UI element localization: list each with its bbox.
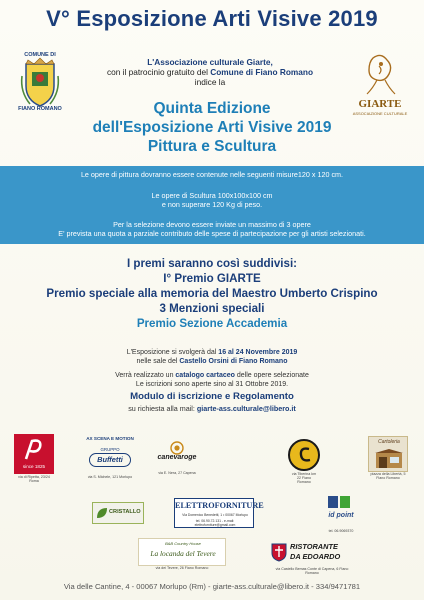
prize-special: Premio speciale alla memoria del Maestro Umberto Crispino	[46, 287, 378, 300]
sponsor-3-logo	[148, 440, 206, 475]
sponsor-6-leaf-icon	[95, 506, 109, 520]
sponsor-8-mark-icon	[326, 494, 352, 510]
intro-line-3: indice la	[194, 77, 226, 87]
sponsor-4-logo	[288, 439, 320, 484]
sponsor-2-group: GRUPPO	[100, 447, 120, 452]
sponsor-8-name: id point	[328, 512, 354, 519]
rules-line-1: Le opere di pittura dovranno essere contenute nelle seguenti misure120 x 120 cm.	[80, 170, 344, 179]
giarte-subtitle: ASSOCIAZIONE CULTURALE	[352, 111, 408, 116]
sponsor-10-crest-icon	[270, 542, 288, 562]
registration-title: Modulo di iscrizione e Regolamento	[130, 391, 294, 402]
intro-line-2-bold: Comune di Fiano Romano	[210, 67, 314, 77]
sponsor-2-top: AX SCENA E MOTION	[86, 436, 134, 441]
rules-line-5: E' prevista una quota a parziale contributo delle spese di partecipazione per gli artisti selezionati.	[58, 229, 366, 238]
prize-mentions: 3 Menzioni speciali	[159, 302, 265, 315]
crest-label-bottom: FIANO ROMANO	[18, 106, 62, 112]
rules-line-2: Le opere di Scultura 100x100x100 cm	[151, 191, 273, 200]
dates-line-3	[0, 371, 424, 380]
rules-band	[0, 166, 424, 244]
sponsor-9-top: B&B Country House	[165, 541, 201, 546]
sponsor-3-caption: via E. Nera, 27 Capena	[158, 471, 196, 475]
dates-l2-prefix: nelle sale del	[136, 358, 180, 365]
sponsor-5-shop-icon	[375, 449, 403, 469]
sponsor-6-name: CRISTALLO	[109, 509, 141, 515]
sponsor-2-name: Buffetti	[89, 453, 131, 467]
intro-line-1: L'Associazione culturale Giarte,	[147, 57, 273, 67]
sponsor-9-name: La locanda del Tevere	[150, 549, 216, 558]
sponsor-5-logo	[368, 436, 408, 480]
intro-line-2-prefix: con il patrocinio gratuito del	[106, 67, 211, 77]
crest-label-top: COMUNE DI	[24, 52, 56, 58]
sponsor-8-caption: tel. 06.9069370	[328, 529, 354, 533]
sponsor-7-line-2: tel. 06.90.72.131 - e-mail: elettroforniture@gmail.com	[194, 519, 236, 527]
prize-academy: Premio Sezione Accademia	[136, 317, 288, 330]
prizes-intro: I premi saranno così suddivisi:	[126, 257, 298, 270]
dates-l2-bold: Castello Orsini di Fiano Romano	[179, 358, 288, 365]
giarte-name: GIARTE	[358, 98, 402, 110]
sponsor-7-line-1: Via Domenico Benedetti, 1 • 00067 Morlupo	[182, 513, 248, 517]
sponsor-7-name: ELETTROFORNITURE	[175, 501, 264, 510]
footer-contact: Via delle Cantine, 4 - 00067 Morlupo (Rm) - giarte-ass.culturale@libero.it - 334/9471781	[63, 582, 361, 591]
sponsor-2-caption: via S. Michele, 121 Morlupo	[87, 475, 133, 479]
sponsor-1-mark-icon	[20, 437, 48, 463]
sponsor-5-caption: piazza della Libertà, 5 Fiano Romano	[370, 472, 406, 480]
sponsor-1-logo	[14, 434, 54, 483]
registration-request	[0, 404, 424, 413]
prize-first: I° Premio GIARTE	[163, 272, 261, 285]
sponsor-3-name: canevaroge	[157, 454, 197, 461]
sponsor-10-name: RISTORANTE	[290, 542, 338, 551]
dates-l3-suffix: delle opere selezionate	[234, 372, 309, 379]
dates-l1-bold: 16 al 24 Novembre 2019	[218, 349, 298, 356]
sponsor-4-mark-icon	[296, 445, 314, 465]
intro-text	[60, 57, 360, 87]
dates-line-2	[0, 357, 424, 366]
registration-email-link[interactable]: giarte-ass.culturale@libero.it	[196, 404, 296, 413]
sponsor-7-logo	[174, 498, 264, 528]
rules-line-3: e non superare 120 Kg di peso.	[161, 200, 263, 209]
sponsor-10-logo	[270, 540, 354, 575]
dates-l3-prefix: Verrà realizzato un	[115, 372, 176, 379]
sponsor-10-name-2: DA EDOARDO	[290, 552, 341, 561]
sponsor-5-name: Cartoleria	[378, 439, 400, 445]
sponsor-9-logo	[138, 538, 226, 570]
rules-line-4: Per la selezione devono essere inviate un massimo di 3 opere	[113, 220, 311, 229]
sponsor-10-caption: via Castello Bemas Conte di Capena, 6 Fiano Romano	[275, 567, 349, 575]
dates-line-4: Le iscrizioni sono aperte sino al 31 Ottobre 2019.	[135, 381, 289, 388]
sponsor-9-caption: via dei Tevere, 26 Fiano Romano	[155, 566, 209, 570]
edition-line-1: Quinta Edizione	[153, 100, 271, 117]
page-title: V° Esposizione Arti Visive 2019	[46, 6, 378, 31]
sponsor-1-caption: via di Ripetta, 23/24 Roma	[18, 475, 50, 483]
dates-line-1	[0, 348, 424, 357]
dates-l1-prefix: L'Esposizione si svolgerà dal	[126, 349, 219, 356]
sponsor-8-logo	[320, 494, 362, 533]
sponsor-6-logo	[92, 502, 144, 524]
edition-heading	[0, 99, 424, 156]
edition-line-3: Pittura e Scultura	[147, 138, 277, 155]
giarte-logo-icon	[355, 52, 405, 98]
sponsor-2-logo	[80, 436, 140, 479]
prizes-section	[0, 256, 424, 331]
edition-line-2: dell'Esposizione Arti Visive 2019	[92, 119, 332, 136]
sponsor-1-badge: since 1825	[22, 464, 46, 469]
dates-l3-bold: catalogo cartaceo	[175, 372, 235, 379]
registration-request-prefix: su richiesta alla mail:	[128, 404, 197, 413]
sponsor-4-caption: via Tiberina km 22 Fiano Romano	[291, 472, 317, 484]
